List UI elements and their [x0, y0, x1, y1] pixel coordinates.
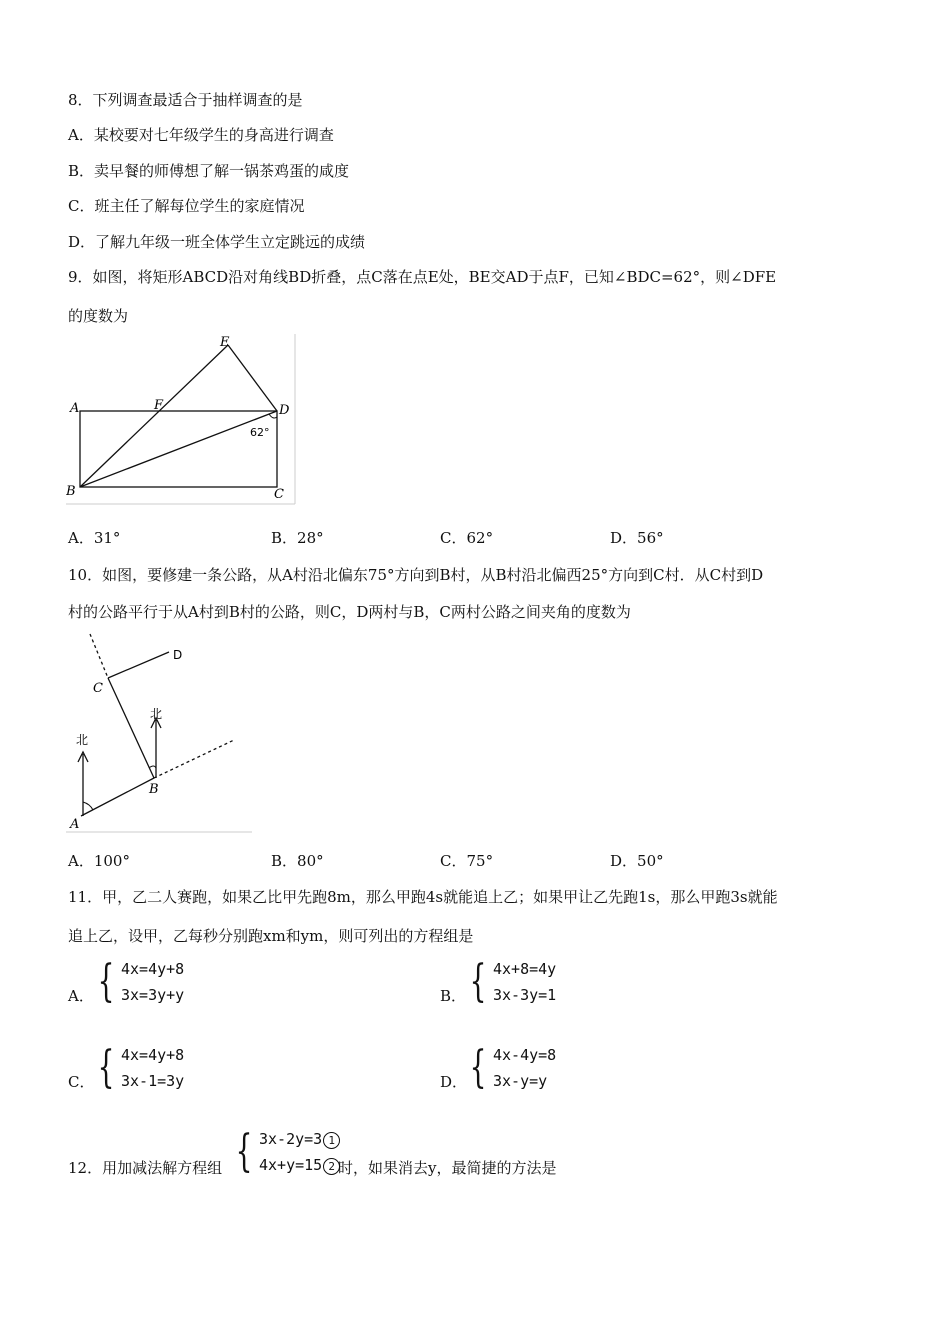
q10-figure [66, 632, 254, 834]
dotted-extension-ab [154, 740, 234, 778]
eq1: 4x=4y+8 [121, 960, 185, 978]
q8-option-d: D．了解九年级一班全体学生立定跳远的成绩 [68, 233, 366, 251]
label-a: A [70, 817, 80, 832]
eq2: 3x=3y+y [121, 986, 185, 1004]
segment-bc [108, 678, 154, 778]
diagonal-bd [80, 411, 277, 487]
q9-option-a: A．31° [68, 529, 121, 547]
q10-stem-line2: 村的公路平行于从A村到B村的公路，则C，D两村与B，C两村公路之间夹角的度数为 [68, 603, 631, 621]
segment-ed [228, 345, 277, 411]
q12-system: { 3x-2y=3 1 4x+y=15 2 [230, 1126, 340, 1178]
label-c: C [93, 681, 103, 696]
label-d: D [173, 648, 183, 662]
segment-cd [108, 652, 169, 678]
q8-option-c: C．班主任了解每位学生的家庭情况 [68, 197, 305, 215]
q11-option-a-system: { 4x=4y+8 3x=3y+y [97, 956, 185, 1007]
label-a: A [70, 401, 80, 416]
north-label-b: 北 [150, 707, 163, 721]
q12-eq2: 4x+y=15 [259, 1156, 323, 1174]
label-f: F [154, 398, 164, 413]
q11-stem-line2: 追上乙，设甲，乙每秒分别跑xm和ym，则可列出的方程组是 [68, 927, 474, 945]
q11-stem-line1: 11．甲，乙二人赛跑，如果乙比甲先跑8m，那么甲跑4s就能追上乙；如果甲让乙先跑1s，那么甲跑3s就能 [68, 888, 778, 906]
angle-62: 62° [250, 426, 270, 439]
q8-option-a: A．某校要对七年级学生的身高进行调查 [68, 126, 334, 144]
circled-1: 1 [323, 1132, 340, 1149]
q8-option-b: B．卖早餐的师傅想了解一锅茶鸡蛋的咸度 [68, 162, 350, 180]
q9-figure [66, 334, 300, 508]
q9-option-d: D．56° [610, 529, 664, 547]
label-b: B [149, 782, 159, 797]
label-e: E [220, 335, 230, 350]
q11-option-d-label: D． [440, 1073, 468, 1091]
eq1: 4x-4y=8 [493, 1046, 557, 1064]
eq1: 4x+8=4y [493, 960, 557, 978]
q10-option-d: D．50° [610, 852, 664, 870]
label-d: D [279, 403, 290, 418]
q11-option-d-system: { 4x-4y=8 3x-y=y [469, 1042, 557, 1093]
q9-stem-line2: 的度数为 [68, 307, 129, 325]
segment-ab [81, 778, 154, 816]
circled-2: 2 [323, 1158, 340, 1175]
eq2: 3x-1=3y [121, 1072, 185, 1090]
q9-option-b: B．28° [271, 529, 324, 547]
q11-option-c-label: C． [68, 1073, 95, 1091]
north-label-a: 北 [76, 733, 89, 747]
q9-option-c: C．62° [440, 529, 494, 547]
label-b: B [66, 484, 76, 499]
eq2: 3x-y=y [493, 1072, 548, 1090]
q11-option-c-system: { 4x=4y+8 3x-1=3y [97, 1042, 185, 1093]
eq1: 4x=4y+8 [121, 1046, 185, 1064]
q10-option-a: A．100° [68, 852, 130, 870]
q12-prefix: 12．用加减法解方程组 [68, 1159, 223, 1177]
q12-suffix: 时，如果消去y，最简捷的方法是 [338, 1159, 557, 1177]
segment-be [80, 345, 228, 487]
q11-option-a-label: A． [68, 987, 94, 1005]
dotted-extension-bc [90, 634, 108, 678]
eq2: 3x-3y=1 [493, 986, 557, 1004]
q10-option-b: B．80° [271, 852, 324, 870]
q11-option-b-system: { 4x+8=4y 3x-3y=1 [469, 956, 557, 1007]
q9-stem-line1: 9．如图，将矩形ABCD沿对角线BD折叠，点C落在点E处，BE交AD于点F，已知∠BDC=62°，则∠DFE [68, 268, 777, 286]
q8-stem: 8．下列调查最适合于抽样调查的是 [68, 91, 303, 109]
q11-option-b-label: B． [440, 987, 467, 1005]
q12-eq1: 3x-2y=3 [259, 1130, 323, 1148]
q10-stem-line1: 10．如图，要修建一条公路，从A村沿北偏东75°方向到B村，从B村沿北偏西25°方向到C村．从C村到D [68, 566, 764, 584]
q10-option-c: C．75° [440, 852, 494, 870]
label-c: C [274, 487, 284, 502]
